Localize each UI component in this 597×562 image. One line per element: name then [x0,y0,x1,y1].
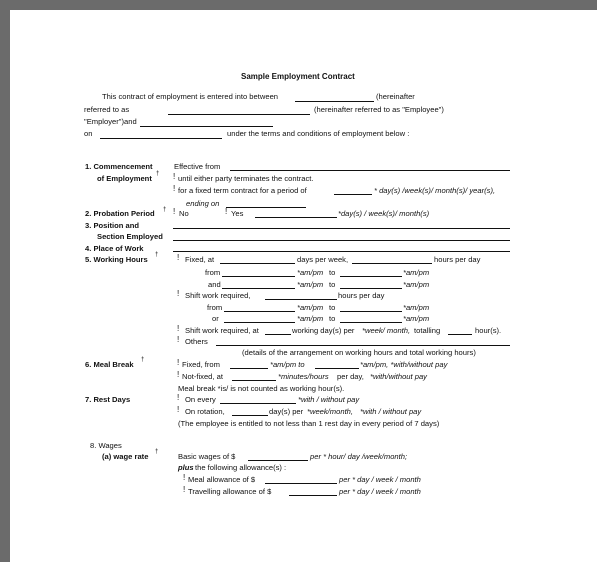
s5-check-others: ! [177,335,180,344]
s5-ampm-3: *am/pm [297,280,324,289]
s7-on-rotation: On rotation, [185,407,225,416]
s5-from-2: from [207,303,223,312]
s7-rotation-blank [232,415,268,416]
s5-ampm-2: *am/pm [403,268,430,277]
document-title: Sample Employment Contract [241,72,355,81]
s5-ampm-8: *am/pm [403,314,430,323]
s6-check-notfixed: ! [177,370,180,379]
s6-dagger: † [141,357,145,363]
s5-others: Others [185,337,208,346]
s5-from: from [205,268,221,277]
s1-label-a: 1. Commencement [85,162,153,171]
s6-label: 6. Meal Break [85,360,134,369]
s4-blank [173,251,510,252]
s5-totalling: totalling [414,326,441,335]
s6-meal-break-counted: Meal break *is/ is not counted as working hour(s). [178,384,345,393]
s3-label-b: Section Employed [97,232,163,241]
s5-to-3: to [329,303,336,312]
s5-or: or [212,314,219,323]
s6-check-fixed: ! [177,358,180,367]
s7-with-without: *with / without pay [298,395,360,404]
s7-check-rotation: ! [177,405,180,414]
document-page [10,10,597,562]
s5-ampm-6: *am/pm [403,303,430,312]
intro-hereinafter: (hereinafter [376,92,415,101]
s7-check-every: ! [177,393,180,402]
s5-week-month: *week/ month, [362,326,411,335]
s5-to-blank-4 [340,322,402,323]
s2-label: 2. Probation Period [85,209,155,218]
s7-label: 7. Rest Days [85,395,131,404]
s7-week-month: *week/month, [307,407,354,416]
s6-fixed-from: Fixed, from [182,360,220,369]
s1-until: until either party terminates the contract. [178,174,314,183]
s1-ending-blank [226,207,306,208]
s6-ampm-with: *am/pm, *with/without pay [360,360,448,369]
s5-check-fixed: ! [177,253,180,262]
s2-dagger: † [163,207,167,213]
s5-days-per-week: days per week, [297,255,349,264]
s1-check-fixed: ! [173,184,176,193]
s8-basic-blank [248,460,308,461]
s5-to-blank-1 [340,276,402,277]
s1-check-until: ! [173,172,176,181]
s6-ampm-to: *am/pm to [270,360,305,369]
s5-ampm-5: *am/pm [297,303,324,312]
s1-effective-from: Effective from [174,162,221,171]
s8-basic: Basic wages of $ [178,452,236,461]
s5-ampm-7: *am/pm [297,314,324,323]
s6-to-blank [315,368,359,369]
s5-details: (details of the arrangement on working hours and total working hours) [242,348,476,357]
s5-hours-blank [352,263,432,264]
s1-ending-on: ending on [186,199,220,208]
s6-minutes-hours: *minutes/hours [278,372,329,381]
s5-working-days-per: working day(s) per [292,326,355,335]
s4-label: 4. Place of Work [85,244,144,253]
intro-ref-employee: (hereinafter referred to as "Employee") [314,105,444,114]
s2-no: No [179,209,189,218]
s1-effective-blank [230,170,510,171]
s5-or-blank [224,322,295,323]
employer-name-blank [295,101,374,102]
s5-ampm-4: *am/pm [403,280,430,289]
s8-travel: Travelling allowance of $ [188,487,272,496]
s5-from-blank-2 [224,311,295,312]
employer-blank [140,126,273,127]
s8-meal: Meal allowance of $ [188,475,256,484]
s5-hours-end: hour(s). [475,326,502,335]
s5-shift-hours-blank [265,299,337,300]
intro-line1: This contract of employment is entered into between [102,92,279,101]
s5-hours-per-day: hours per day [434,255,481,264]
s5-and: and [208,280,221,289]
s3-blank-2 [173,240,510,241]
s5-fixed-at: Fixed, at [185,255,215,264]
s5-shift-required-at: Shift work required, at [185,326,259,335]
s5-and-blank [222,288,295,289]
s8-travel-blank [289,495,337,496]
s6-with-without: *with/without pay [370,372,427,381]
s2-units: *day(s) / week(s)/ month(s) [338,209,430,218]
s8-following: the following allowance(s) : [195,463,287,472]
s2-blank [255,217,337,218]
intro-terms: under the terms and conditions of employment below : [227,129,410,138]
date-blank [100,138,222,139]
s6-per-day: per day, [337,372,364,381]
s5-shift-days-blank [265,334,291,335]
s7-on-every: On every [185,395,216,404]
s6-not-fixed-at: Not-fixed, at [182,372,223,381]
s5-others-blank [216,345,510,346]
s5-days-blank [220,263,295,264]
s1-period-blank [334,194,372,195]
s5-check-shift-at: ! [177,324,180,333]
s2-check-yes: ! [225,207,228,216]
s8-label: 8. Wages [90,441,122,450]
s8-per2: per * day / week / month [339,475,421,484]
s8-per3: per * day / week / month [339,487,421,496]
s5-to-blank-3 [340,311,402,312]
s7-every-blank [220,403,296,404]
s2-yes: Yes [231,209,244,218]
s8-check-meal: ! [183,473,186,482]
s5-hours-per-day-2: hours per day [338,291,385,300]
s1-dagger: † [156,171,160,177]
s5-dagger: † [155,252,159,258]
intro-referred: referred to as [84,105,130,114]
s7-days-per: day(s) per [269,407,304,416]
s6-from-blank [230,368,268,369]
s5-shift-required: Shift work required, [185,291,251,300]
s5-check-shift: ! [177,289,180,298]
s6-notfixed-blank [232,380,276,381]
s7-with-without-2: *with / without pay [360,407,422,416]
s8-per: per * hour/ day /week/month; [310,452,408,461]
s5-to-1: to [329,268,336,277]
s5-total-blank [448,334,472,335]
intro-employer-and: "Employer")and [84,117,137,126]
s8-meal-blank [265,483,337,484]
employee-name-blank [168,114,310,115]
s5-to-blank-2 [340,288,402,289]
s5-to-2: to [329,280,336,289]
s3-blank-1 [173,228,510,229]
s2-check-no: ! [173,207,176,216]
s8-dagger: † [155,449,159,455]
intro-on: on [84,129,93,138]
s5-label: 5. Working Hours [85,255,148,264]
s8-check-travel: ! [183,485,186,494]
s1-label-b: of Employment [97,174,152,183]
s7-entitled: (The employee is entitled to not less than 1 rest day in every period of 7 days) [178,419,440,428]
s5-to-4: to [329,314,336,323]
s5-from-blank [222,276,295,277]
s1-units: * day(s) /week(s)/ month(s)/ year(s), [374,186,496,195]
s8-plus: plus [178,463,194,472]
s5-ampm-1: *am/pm [297,268,324,277]
s1-fixed-term: for a fixed term contract for a period of [178,186,307,195]
s3-label-a: 3. Position and [85,221,140,230]
s8-sub-a: (a) wage rate [102,452,149,461]
